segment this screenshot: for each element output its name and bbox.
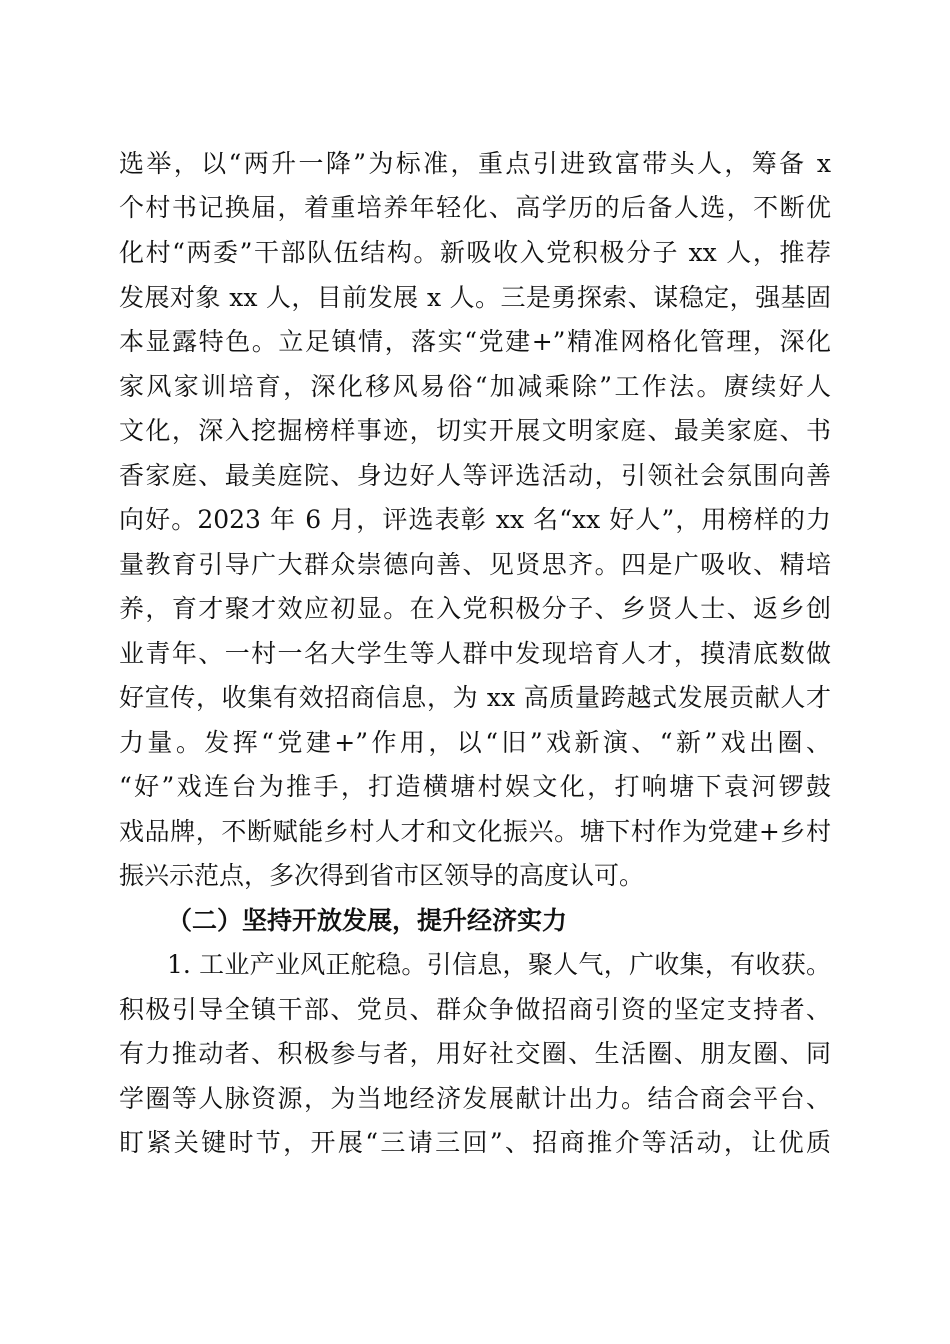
paragraph-line: 选举，以“两升一降”为标准，重点引进致富带头人，筹备 x <box>119 149 831 178</box>
paragraph-line: 积极引导全镇干部、党员、群众争做招商引资的坚定支持者、 <box>119 995 831 1024</box>
paragraph-line: 香家庭、最美庭院、身边好人等评选活动，引领社会氛围向善 <box>119 461 831 490</box>
paragraph-line: 化村“两委”干部队伍结构。新吸收入党积极分子 xx 人，推荐 <box>119 238 831 267</box>
section-heading: （二）坚持开放发展，提升经济实力 <box>167 906 568 935</box>
paragraph-line: 振兴示范点，多次得到省市区领导的高度认可。 <box>119 861 645 890</box>
paragraph-line: 量教育引导广大群众崇德向善、见贤思齐。四是广吸收、精培 <box>119 550 831 579</box>
paragraph-line: 力量。发挥“党建+”作用，以“旧”戏新演、“新”戏出圈、 <box>119 728 831 757</box>
paragraph-line: 向好。2023 年 6 月，评选表彰 xx 名“xx 好人”，用榜样的力 <box>119 505 831 534</box>
paragraph-line: 本显露特色。立足镇情，落实“党建+”精准网格化管理，深化 <box>119 327 831 356</box>
paragraph-line: 业青年、一村一名大学生等人群中发现培育人才，摸清底数做 <box>119 639 831 668</box>
paragraph-line: “好”戏连台为推手，打造横塘村娱文化，打响塘下袁河锣鼓 <box>119 772 831 801</box>
paragraph-line: 戏品牌，不断赋能乡村人才和文化振兴。塘下村作为党建+乡村 <box>119 817 831 846</box>
paragraph-line: 家风家训培育，深化移风易俗“加减乘除”工作法。赓续好人 <box>119 372 831 401</box>
paragraph-line: 养，育才聚才效应初显。在入党积极分子、乡贤人士、返乡创 <box>119 594 831 623</box>
paragraph-line: 有力推动者、积极参与者，用好社交圈、生活圈、朋友圈、同 <box>119 1039 831 1068</box>
paragraph-line: 好宣传，收集有效招商信息，为 xx 高质量跨越式发展贡献人才 <box>119 683 831 712</box>
paragraph-line: 1. 工业产业风正舵稳。引信息，聚人气，广收集，有收获。 <box>167 950 831 979</box>
paragraph-line: 个村书记换届，着重培养年轻化、高学历的后备人选，不断优 <box>119 193 831 222</box>
paragraph-line: 文化，深入挖掘榜样事迹，切实开展文明家庭、最美家庭、书 <box>119 416 831 445</box>
paragraph-line: 发展对象 xx 人，目前发展 x 人。三是勇探索、谋稳定，强基固 <box>119 283 831 312</box>
paragraph-line: 学圈等人脉资源，为当地经济发展献计出力。结合商会平台、 <box>119 1084 831 1113</box>
paragraph-line: 盯紧关键时节，开展“三请三回”、招商推介等活动，让优质 <box>119 1128 831 1157</box>
